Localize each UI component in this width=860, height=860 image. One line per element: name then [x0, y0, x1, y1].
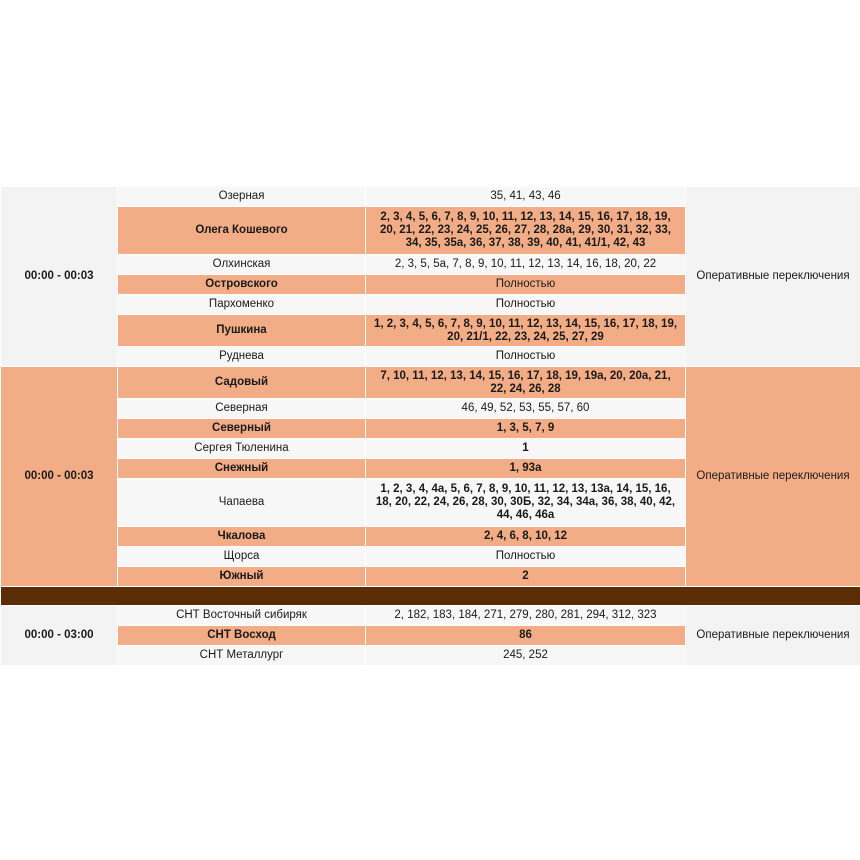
- street-name: СНТ Восход: [118, 626, 366, 646]
- street-name: Чапаева: [118, 479, 366, 527]
- outage-reason: Оперативные переключения: [686, 606, 860, 666]
- house-numbers: 2, 3, 4, 5, 6, 7, 8, 9, 10, 11, 12, 13, 14, 15, 16, 17, 18, 19, 20, 21, 22, 23, 24, 25, 26, 27, 28, 28а, 29, 30, 31, 32, 33, 34, 35, 35а, 36, 37, 38, 39, 40, 41, 41/1, 42, 43: [366, 207, 686, 255]
- outage-reason: Оперативные переключения: [686, 187, 860, 367]
- house-numbers: Полностью: [366, 275, 686, 295]
- house-numbers: 35, 41, 43, 46: [366, 187, 686, 207]
- time-range: 00:00 - 00:03: [1, 187, 118, 367]
- house-numbers: 1, 93а: [366, 459, 686, 479]
- house-numbers: 1, 2, 3, 4, 5, 6, 7, 8, 9, 10, 11, 12, 13, 14, 15, 16, 17, 18, 19, 20, 21/1, 22, 23, 24, 25, 27, 29: [366, 315, 686, 347]
- street-name: Пушкина: [118, 315, 366, 347]
- house-numbers: 2, 4, 6, 8, 10, 12: [366, 527, 686, 547]
- house-numbers: Полностью: [366, 347, 686, 367]
- street-name: Олхинская: [118, 255, 366, 275]
- street-name: Щорса: [118, 547, 366, 567]
- house-numbers: 46, 49, 52, 53, 55, 57, 60: [366, 399, 686, 419]
- street-name: СНТ Металлург: [118, 646, 366, 666]
- time-range: 00:00 - 00:03: [1, 367, 118, 587]
- street-name: Пархоменко: [118, 295, 366, 315]
- street-name: Олега Кошевого: [118, 207, 366, 255]
- street-name: Южный: [118, 567, 366, 587]
- house-numbers: Полностью: [366, 295, 686, 315]
- house-numbers: 86: [366, 626, 686, 646]
- street-name: Чкалова: [118, 527, 366, 547]
- table-row: [1, 187, 860, 207]
- house-numbers: 1, 2, 3, 4, 4а, 5, 6, 7, 8, 9, 10, 11, 12, 13, 13а, 14, 15, 16, 18, 20, 22, 24, 26, 28, 30, 30Б, 32, 34, 34а, 36, 38, 40, 42, 44, 46, 46а: [366, 479, 686, 527]
- house-numbers: 1: [366, 439, 686, 459]
- house-numbers: 7, 10, 11, 12, 13, 14, 15, 16, 17, 18, 19, 19а, 20, 20а, 21, 22, 24, 26, 28: [366, 367, 686, 399]
- street-name: Руднева: [118, 347, 366, 367]
- house-numbers: 2, 182, 183, 184, 271, 279, 280, 281, 294, 312, 323: [366, 606, 686, 626]
- street-name: Садовый: [118, 367, 366, 399]
- house-numbers: Полностью: [366, 547, 686, 567]
- street-name: Северная: [118, 399, 366, 419]
- group-separator: [1, 587, 860, 606]
- table-row: [1, 606, 860, 626]
- street-name: Островского: [118, 275, 366, 295]
- house-numbers: 2, 3, 5, 5а, 7, 8, 9, 10, 11, 12, 13, 14, 16, 18, 20, 22: [366, 255, 686, 275]
- table-row: [1, 367, 860, 399]
- street-name: Озерная: [118, 187, 366, 207]
- street-name: Северный: [118, 419, 366, 439]
- house-numbers: 2: [366, 567, 686, 587]
- outage-schedule: [0, 186, 860, 666]
- time-range: 00:00 - 03:00: [1, 606, 118, 666]
- outage-reason: Оперативные переключения: [686, 367, 860, 587]
- house-numbers: 1, 3, 5, 7, 9: [366, 419, 686, 439]
- house-numbers: 245, 252: [366, 646, 686, 666]
- outage-table-body: [1, 187, 860, 666]
- street-name: Сергея Тюленина: [118, 439, 366, 459]
- street-name: СНТ Восточный сибиряк: [118, 606, 366, 626]
- street-name: Снежный: [118, 459, 366, 479]
- outage-table: [0, 186, 860, 666]
